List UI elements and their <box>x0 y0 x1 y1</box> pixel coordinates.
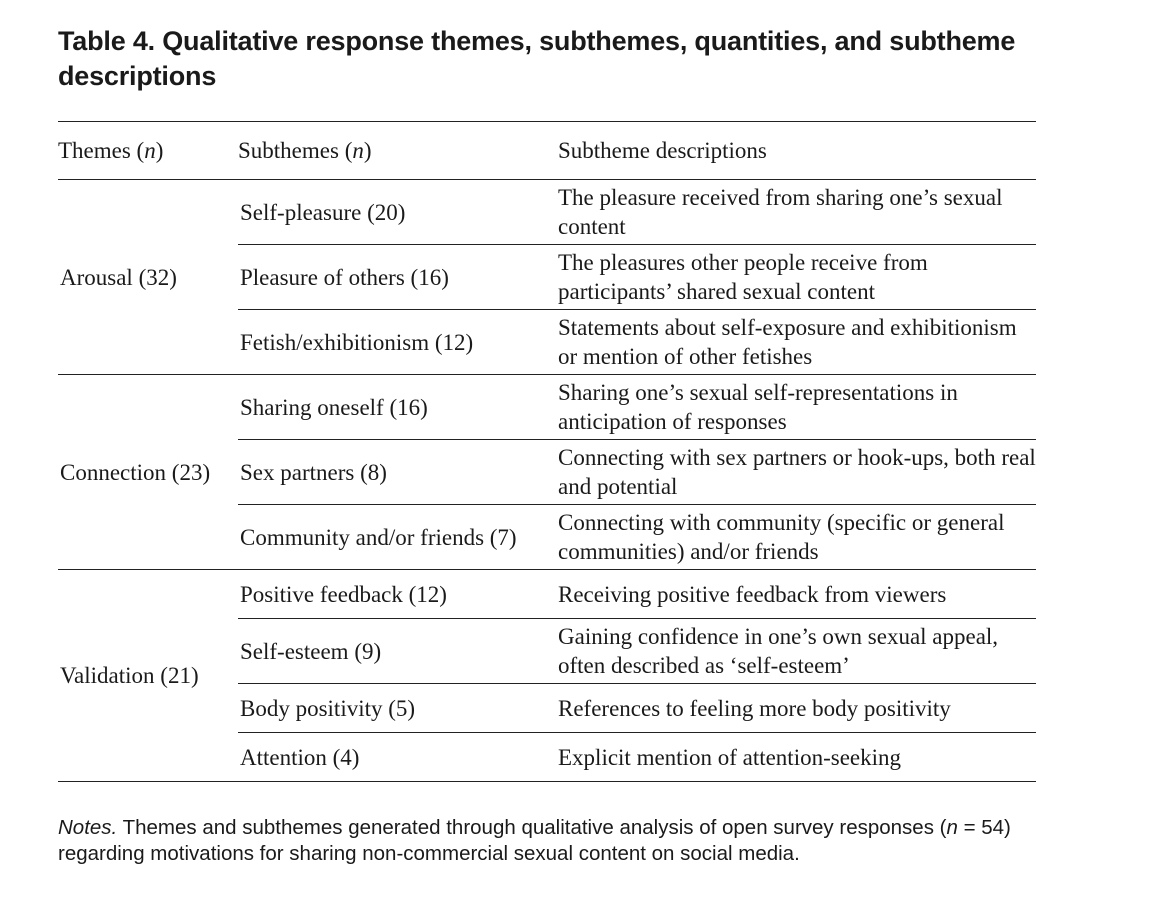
header-subthemes: Subthemes (n) <box>238 122 558 180</box>
notes-label: Notes. <box>58 816 118 839</box>
theme-arousal: Arousal (32) <box>58 180 238 375</box>
subtheme-cell: Self-pleasure (20) <box>238 180 558 245</box>
table-caption-label: Table 4. <box>58 26 155 56</box>
subtheme-cell: Body positivity (5) <box>238 684 558 733</box>
table-header-row <box>58 122 1036 180</box>
header-themes: Themes (n) <box>58 122 238 180</box>
table-notes <box>58 815 1068 867</box>
table-row <box>58 570 1036 619</box>
description-cell: Gaining confidence in one’s own sexual appeal, often described as ‘self-esteem’ <box>558 619 1036 684</box>
description-cell: The pleasure received from sharing one’s sexual content <box>558 180 1036 245</box>
description-cell: Connecting with sex partners or hook-ups, both real and potential <box>558 440 1036 505</box>
description-cell: References to feeling more body positivity <box>558 684 1036 733</box>
themes-table <box>58 121 1036 782</box>
table-row <box>58 375 1036 440</box>
subtheme-cell: Positive feedback (12) <box>238 570 558 619</box>
notes-text-before: Themes and subthemes generated through qualitative analysis of open survey responses ( <box>117 816 947 839</box>
description-cell: Statements about self-exposure and exhibitionism or mention of other fetishes <box>558 310 1036 375</box>
theme-validation: Validation (21) <box>60 663 199 688</box>
table-caption <box>58 24 1058 94</box>
description-cell: Sharing one’s sexual self-representations in anticipation of responses <box>558 375 1036 440</box>
notes-n-symbol: n <box>946 816 958 839</box>
subtheme-cell: Community and/or friends (7) <box>238 505 558 570</box>
table-caption-text: Qualitative response themes, subthemes, quantities, and subtheme descriptions <box>58 26 1016 91</box>
subtheme-cell: Attention (4) <box>240 744 360 770</box>
subtheme-cell: Fetish/exhibitionism (12) <box>238 310 558 375</box>
subtheme-cell: Pleasure of others (16) <box>238 245 558 310</box>
description-cell: Explicit mention of attention-seeking <box>558 744 902 770</box>
description-cell: Receiving positive feedback from viewers <box>558 570 1036 619</box>
subtheme-cell: Self-esteem (9) <box>238 619 558 684</box>
description-cell: Connecting with community (specific or general communities) and/or friends <box>558 505 1036 570</box>
subtheme-cell: Sharing oneself (16) <box>238 375 558 440</box>
subtheme-cell: Sex partners (8) <box>238 440 558 505</box>
theme-connection: Connection (23) <box>58 375 238 570</box>
notes-text-after: regarding motivations for sharing non-commercial sexual content on social media. <box>58 842 800 865</box>
table-row <box>58 180 1036 245</box>
notes-n-value: = 54) <box>957 816 1011 839</box>
header-descriptions: Subtheme descriptions <box>558 122 1036 180</box>
description-cell: The pleasures other people receive from participants’ shared sexual content <box>558 245 1036 310</box>
